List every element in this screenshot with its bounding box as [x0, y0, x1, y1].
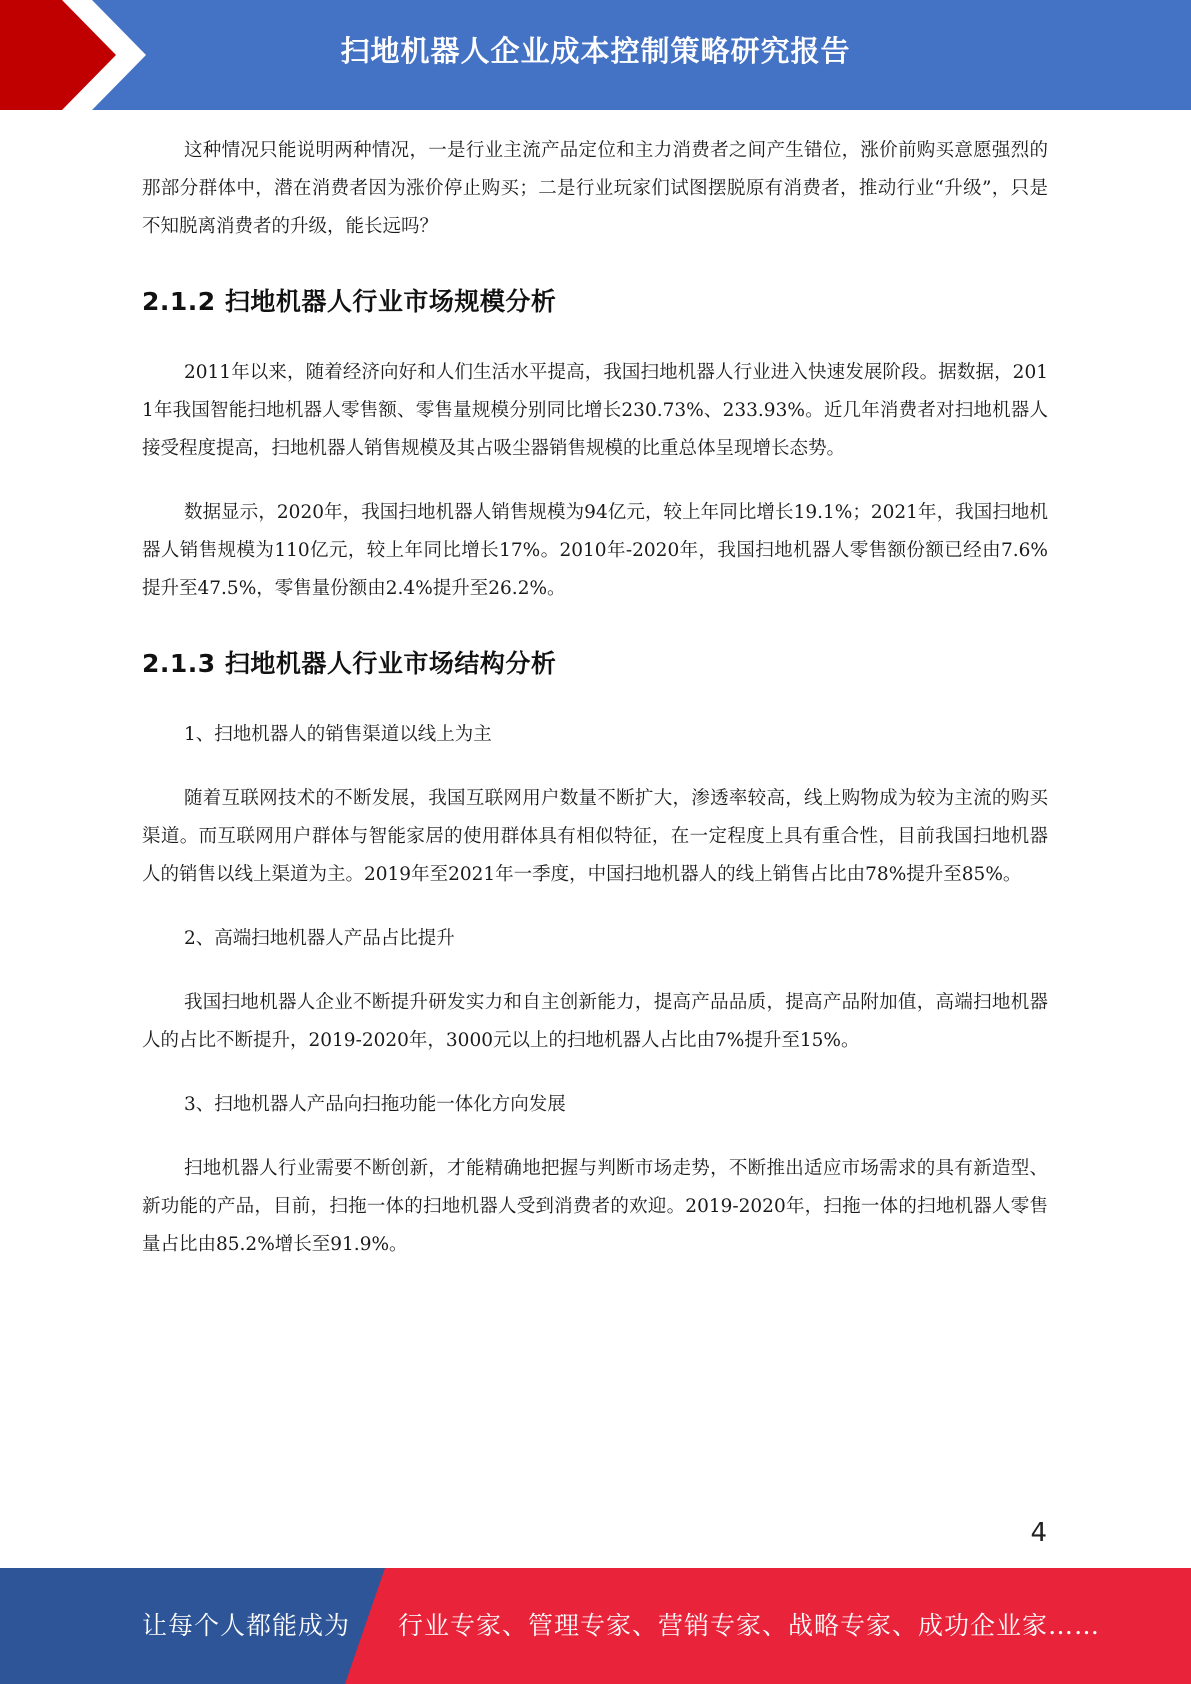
structure-item-1-title: 1、扫地机器人的销售渠道以线上为主 — [184, 724, 492, 745]
market-size-paragraph-2: 数据显示，2020年，我国扫地机器人销售规模为94亿元，较上年同比增长19.1%；2021年，我国扫地机器人销售规模为110亿元，较上年同比增长17%。2010年-2020年，我国扫地机器人零售额份额已经由7.6%提升至47.5%，零售量份额由2.4%提升至26.2%。 — [142, 502, 1048, 599]
structure-item-2-body: 我国扫地机器人企业不断提升研发实力和自主创新能力，提高产品品质，提高产品附加值，高端扫地机器人的占比不断提升，2019-2020年，3000元以上的扫地机器人占比由7%提升至15%。 — [142, 992, 1048, 1051]
page-content — [142, 132, 1048, 1264]
structure-item-3-body: 扫地机器人行业需要不断创新，才能精确地把握与判断市场走势，不断推出适应市场需求的具有新造型、新功能的产品，目前，扫拖一体的扫地机器人受到消费者的欢迎。2019-2020年，扫拖一体的扫地机器人零售量占比由85.2%增长至91.9%。 — [142, 1158, 1048, 1255]
page-header — [0, 0, 1191, 110]
intro-paragraph: 这种情况只能说明两种情况，一是行业主流产品定位和主力消费者之间产生错位，涨价前购买意愿强烈的那部分群体中，潜在消费者因为涨价停止购买；二是行业玩家们试图摆脱原有消费者，推动行业“升级”，只是不知脱离消费者的升级，能长远吗？ — [142, 140, 1048, 237]
footer-slogan-right: 行业专家、管理专家、营销专家、战略专家、成功企业家…… — [398, 1611, 1101, 1640]
footer-slogan-left: 让每个人都能成为 — [142, 1611, 351, 1640]
section-heading-2-1-3: 2.1.3 扫地机器人行业市场结构分析 — [142, 649, 557, 678]
structure-item-3-title: 3、扫地机器人产品向扫拖功能一体化方向发展 — [184, 1094, 566, 1115]
section-heading-2-1-2: 2.1.2 扫地机器人行业市场规模分析 — [142, 287, 557, 316]
structure-item-1-body: 随着互联网技术的不断发展，我国互联网用户数量不断扩大，渗透率较高，线上购物成为较为主流的购买渠道。而互联网用户群体与智能家居的使用群体具有相似特征，在一定程度上具有重合性，目前我国扫地机器人的销售以线上渠道为主。2019年至2021年一季度，中国扫地机器人的线上销售占比由78%提升至85%。 — [142, 788, 1048, 885]
document-title: 扫地机器人企业成本控制策略研究报告 — [340, 34, 851, 68]
page-number: 4 — [1030, 1518, 1047, 1548]
structure-item-2-title: 2、高端扫地机器人产品占比提升 — [184, 928, 455, 949]
page-footer — [0, 1568, 1191, 1684]
market-size-paragraph-1: 2011年以来，随着经济向好和人们生活水平提高，我国扫地机器人行业进入快速发展阶段。据数据，2011年我国智能扫地机器人零售额、零售量规模分别同比增长230.73%、233.93%。近几年消费者对扫地机器人接受程度提高，扫地机器人销售规模及其占吸尘器销售规模的比重总体呈现增长态势。 — [142, 362, 1048, 459]
